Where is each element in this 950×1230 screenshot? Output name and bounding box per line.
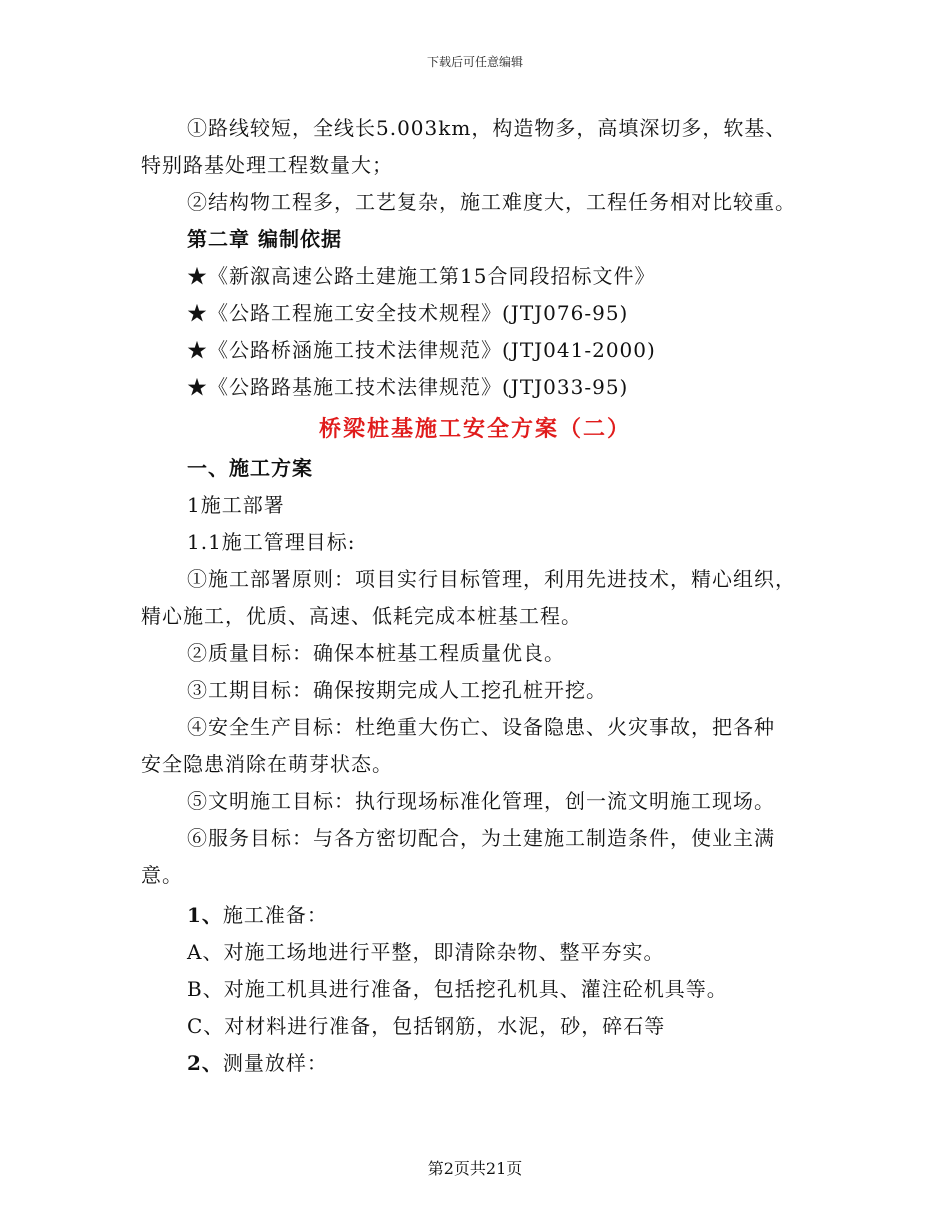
page-header: 下载后可任意编辑 [426, 55, 523, 69]
prep-heading-text: 施工准备： [222, 903, 328, 927]
goal-line: ④安全生产目标：杜绝重大伤亡、设备隐患、火灾事故，把各种 [187, 715, 775, 739]
paragraph-line: 特别路基处理工程数量大； [141, 153, 393, 177]
goal-line: 意。 [141, 863, 183, 887]
prep-heading [187, 903, 328, 927]
reference-item: ★《公路桥涵施工技术法律规范》(JTJ041-2000) [187, 338, 656, 362]
prep-item: C、对材料进行准备，包括钢筋，水泥，砂，碎石等 [187, 1014, 666, 1038]
paragraph-line: ①路线较短，全线长5.003km，构造物多，高填深切多，软基、 [187, 116, 787, 140]
goal-line: ⑥服务目标：与各方密切配合，为土建施工制造条件，使业主满 [187, 826, 775, 850]
subsection-heading: 1.1施工管理目标: [187, 530, 356, 554]
goal-line: ③工期目标：确保按期完成人工挖孔桩开挖。 [187, 678, 607, 702]
goal-line: ⑤文明施工目标：执行现场标准化管理，创一流文明施工现场。 [187, 789, 775, 813]
goal-line: ②质量目标：确保本桩基工程质量优良。 [187, 641, 565, 665]
survey-heading-number: 2、 [187, 1051, 223, 1075]
prep-item: A、对施工场地进行平整，即清除杂物、整平夯实。 [187, 940, 665, 964]
reference-item: ★《新溆高速公路土建施工第15合同段招标文件》 [187, 264, 656, 288]
survey-heading [187, 1051, 328, 1075]
reference-item: ★《公路路基施工技术法律规范》(JTJ033-95) [187, 375, 629, 399]
document-title: 桥梁桩基施工安全方案（二） [318, 416, 631, 442]
paragraph-line: ②结构物工程多，工艺复杂，施工难度大，工程任务相对比较重。 [187, 190, 796, 214]
prep-item: B、对施工机具进行准备，包括挖孔机具、灌注砼机具等。 [187, 977, 728, 1001]
survey-heading-text: 测量放样： [222, 1051, 328, 1075]
goal-line: ①施工部署原则：项目实行目标管理，利用先进技术，精心组织， [187, 567, 796, 591]
subsection-heading: 1施工部署 [187, 493, 285, 517]
chapter-heading: 第二章 编制依据 [187, 227, 342, 251]
section-heading: 一、施工方案 [187, 456, 313, 480]
goal-line: 精心施工，优质、高速、低耗完成本桩基工程。 [141, 604, 582, 628]
page-footer: 第2页共21页 [427, 1159, 523, 1178]
goal-line: 安全隐患消除在萌芽状态。 [141, 752, 393, 776]
reference-item: ★《公路工程施工安全技术规程》(JTJ076-95) [187, 301, 629, 325]
prep-heading-number: 1、 [187, 903, 223, 927]
